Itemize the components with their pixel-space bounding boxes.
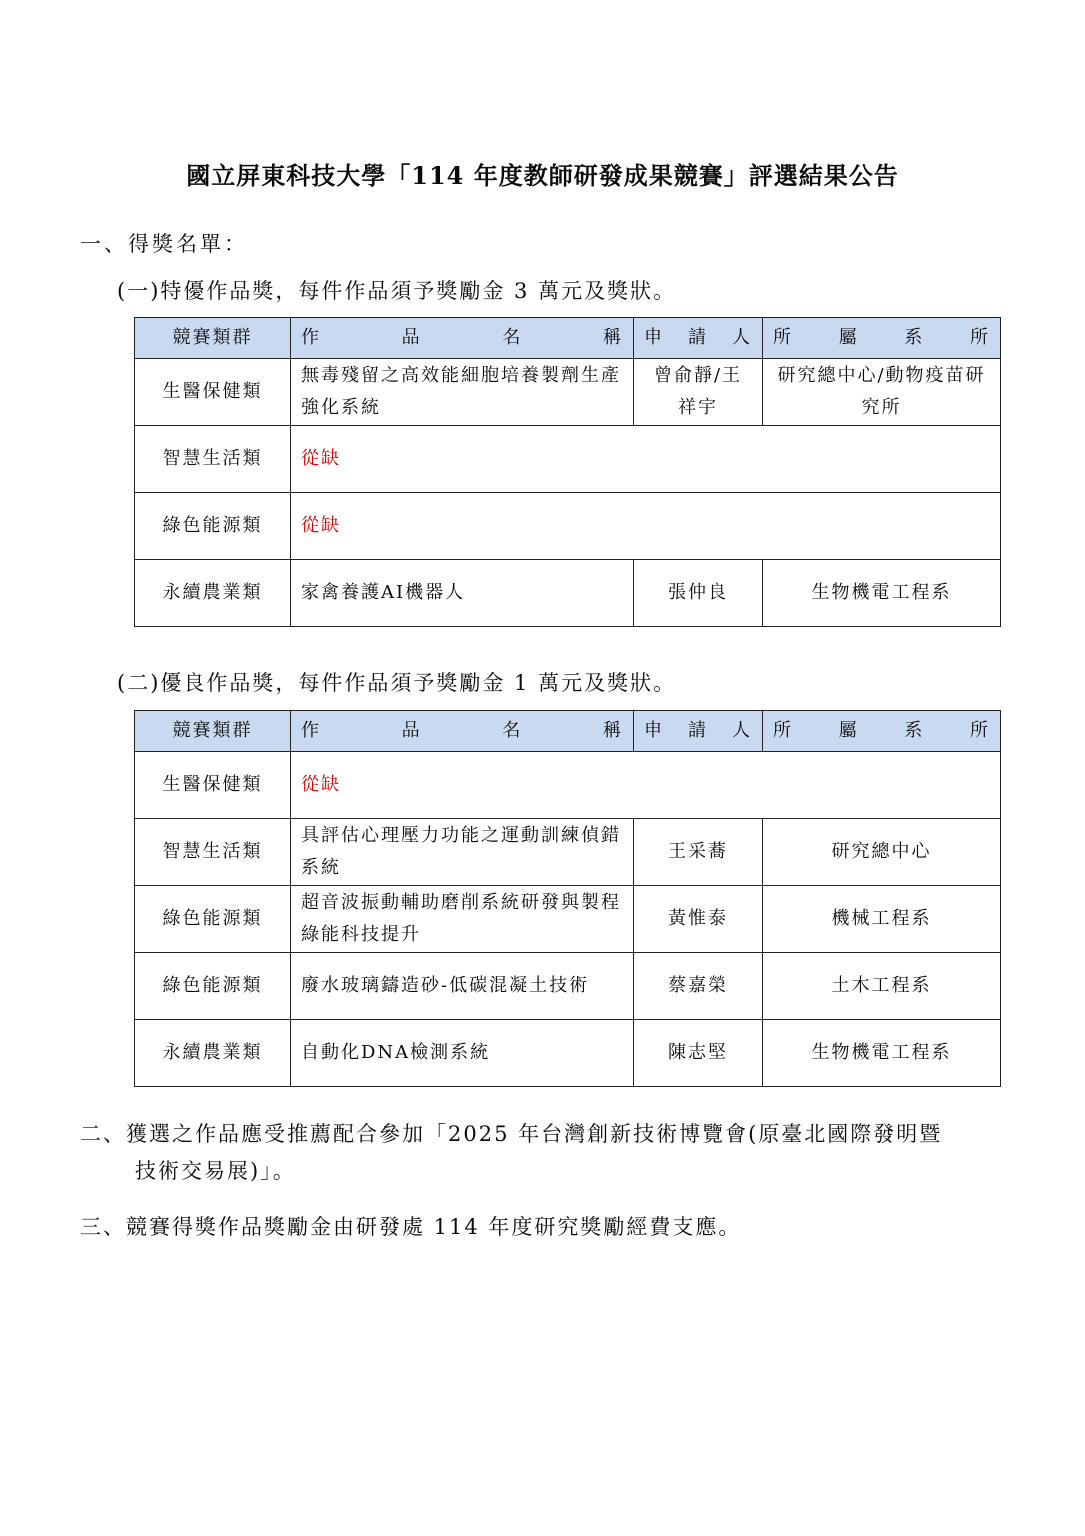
header-applicant: 申 請 人 xyxy=(634,711,763,752)
header-applicant: 申 請 人 xyxy=(634,318,763,359)
category-cell: 綠色能源類 xyxy=(135,886,291,953)
work-cell: 家禽養護AI機器人 xyxy=(291,560,634,627)
work-cell: 具評估心理壓力功能之運動訓練偵錯系統 xyxy=(291,819,634,886)
vacant-cell: 從缺 xyxy=(291,752,1001,819)
table-row xyxy=(135,1020,1001,1087)
category-cell: 智慧生活類 xyxy=(135,426,291,493)
work-cell: 無毒殘留之高效能細胞培養製劑生產強化系統 xyxy=(291,359,634,426)
table-header-row xyxy=(135,318,1001,359)
category-cell: 綠色能源類 xyxy=(135,953,291,1020)
table-row xyxy=(135,426,1001,493)
page-title: 國立屏東科技大學「114 年度教師研發成果競賽」評選結果公告 xyxy=(186,161,899,190)
category-cell: 生醫保健類 xyxy=(135,359,291,426)
work-cell: 廢水玻璃鑄造砂-低碳混凝土技術 xyxy=(291,953,634,1020)
table-row xyxy=(135,493,1001,560)
dept-cell: 研究總中心/動物疫苗研究所 xyxy=(763,359,1001,426)
category-cell: 永續農業類 xyxy=(135,560,291,627)
vacant-cell: 從缺 xyxy=(291,493,1001,560)
section-1-heading: 一、得獎名單： xyxy=(80,232,248,256)
dept-cell: 生物機電工程系 xyxy=(763,1020,1001,1087)
table-row xyxy=(135,560,1001,627)
dept-cell: 機械工程系 xyxy=(763,886,1001,953)
dept-cell: 土木工程系 xyxy=(763,953,1001,1020)
dept-cell: 研究總中心 xyxy=(763,819,1001,886)
table-row xyxy=(135,359,1001,426)
header-work: 作 品 名 稱 xyxy=(291,711,634,752)
section-2-line-1: 二、獲選之作品應受推薦配合參加「2025 年台灣創新技術博覽會(原臺北國際發明暨 xyxy=(80,1122,943,1146)
applicant-cell: 陳志堅 xyxy=(634,1020,763,1087)
header-dept: 所 屬 系 所 xyxy=(763,711,1001,752)
header-category: 競賽類群 xyxy=(135,711,291,752)
header-work: 作 品 名 稱 xyxy=(291,318,634,359)
table-row xyxy=(135,886,1001,953)
applicant-cell: 黃惟泰 xyxy=(634,886,763,953)
work-cell: 超音波振動輔助磨削系統研發與製程綠能科技提升 xyxy=(291,886,634,953)
category-cell: 智慧生活類 xyxy=(135,819,291,886)
category-cell: 生醫保健類 xyxy=(135,752,291,819)
special-award-heading: (一)特優作品獎，每件作品須予獎勵金 3 萬元及獎狀。 xyxy=(117,279,677,303)
merit-award-heading: (二)優良作品獎，每件作品須予獎勵金 1 萬元及獎狀。 xyxy=(117,671,677,695)
table-header-row xyxy=(135,711,1001,752)
vacant-cell: 從缺 xyxy=(291,426,1001,493)
table-row xyxy=(135,752,1001,819)
applicant-cell: 張仲良 xyxy=(634,560,763,627)
section-3-text: 三、競賽得獎作品獎勵金由研發處 114 年度研究獎勵經費支應。 xyxy=(80,1215,742,1239)
header-dept: 所 屬 系 所 xyxy=(763,318,1001,359)
applicant-cell: 蔡嘉榮 xyxy=(634,953,763,1020)
work-cell: 自動化DNA檢測系統 xyxy=(291,1020,634,1087)
table-row xyxy=(135,819,1001,886)
special-award-table xyxy=(134,317,1001,627)
category-cell: 永續農業類 xyxy=(135,1020,291,1087)
table-row xyxy=(135,953,1001,1020)
category-cell: 綠色能源類 xyxy=(135,493,291,560)
applicant-cell: 王采蕎 xyxy=(634,819,763,886)
applicant-cell: 曾俞靜/王祥宇 xyxy=(634,359,763,426)
merit-award-table xyxy=(134,710,1001,1087)
header-category: 競賽類群 xyxy=(135,318,291,359)
section-2-line-2: 技術交易展)」。 xyxy=(135,1159,296,1183)
dept-cell: 生物機電工程系 xyxy=(763,560,1001,627)
